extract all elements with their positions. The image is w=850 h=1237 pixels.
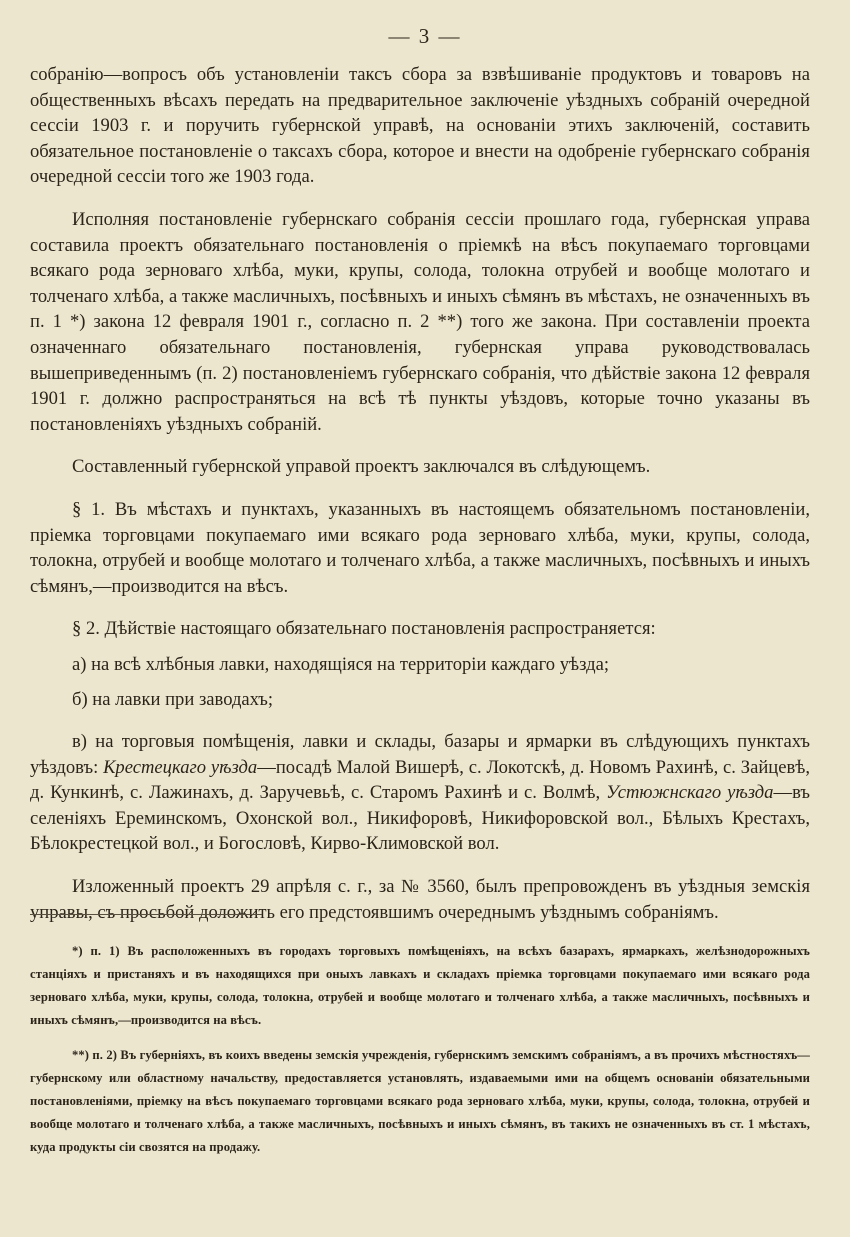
uezd-name-ustyuzhnsky: Устюжнскаго уѣзда [606, 782, 774, 804]
list-item-v-text: —посадѣ Малой Вишерѣ, с. Локотскѣ, д. Новомъ Рахинѣ, с. Зайцевѣ, д. Кункинѣ, с. Лажинахъ, д. Заручевьѣ, с. Старомъ Рахинѣ и с. Волмѣ, [30, 756, 810, 804]
paragraph: Исполняя постановленіе губернскаго собранія сессіи прошлаго года, губернская управа составила проектъ обязательнаго постановленія о пріемкѣ на вѣсъ покупаемаго торговцами всякаго рода зерноваго хлѣба, муки, крупы, солода, толокна отрубей и вообще молотаго и толченаго хлѣба, а также масличныхъ, посѣвныхъ и иныхъ сѣмянъ въ мѣстахъ, не означенныхъ въ п. 1 *) закона 12 февраля 1901 г., согласно п. 2 **) того же закона. При составленіи проекта означеннаго обязательнаго постановленія, губернская управа руководствовалась вышеприведеннымъ (п. 2) постановленіемъ губернскаго собранія, что дѣйствіе закона 12 февраля 1901 г. должно распространяться на всѣ тѣ пункты уѣздовъ, которые точно указаны въ постановленіяхъ уѣздныхъ собраній. [30, 208, 810, 435]
uezd-name-krestetsky: Крестецкаго уѣзда [103, 756, 258, 778]
list-item-a: а) на всѣ хлѣбныя лавки, находящіяся на территоріи каждаго уѣзда; [72, 653, 610, 675]
list-item-b: б) на лавки при заводахъ; [72, 689, 274, 711]
paragraph: Составленный губернской управой проектъ заключался въ слѣдующемъ. [72, 456, 651, 478]
footnote-1: *) п. 1) Въ расположенныхъ въ городахъ торговыхъ помѣщеніяхъ, на всѣхъ базарахъ, ярмаркахъ, желѣзнодорожныхъ станціяхъ и пристаняхъ и въ находящихся при оныхъ лавкахъ и складахъ пріемка торговцами покупаемаго ими всякаго рода зерноваго хлѣба, муки, крупы, солода, толокна, отрубей и вообще молотаго и толченаго хлѣба, а также масличныхъ, посѣвныхъ и иныхъ сѣмянъ,—производится на вѣсъ. [30, 944, 810, 1027]
footnote-2: **) п. 2) Въ губерніяхъ, въ коихъ введены земскія учрежденія, губернскимъ земскимъ собраніямъ, а въ прочихъ мѣстностяхъ—губернскому или областному начальству, предоставляется установлять, издаваемыми ими на общемъ основаніи обязательными постановленіями, пріемку на вѣсъ покупаемаго торговцами всякаго рода зерноваго хлѣба, муки, крупы, солода, толокна, отрубей и вообще молотаго и толченаго хлѣба, а также масличныхъ, посѣвныхъ и иныхъ сѣмянъ, въ такихъ не означенныхъ въ ст. 1 мѣстахъ, куда продукты сіи свозятся на продажу. [30, 1048, 810, 1154]
main-text [30, 62, 810, 942]
list-item-v-text: —въ селеніяхъ Ереминскомъ, Охонской вол., Никифоровѣ, Никифоровской вол., Бѣлыхъ Крестахъ, Бѣлокрестецкой вол., и Богословѣ, Кирво-Климовской вол. [30, 782, 810, 855]
section-1: § 1. Въ мѣстахъ и пунктахъ, указанныхъ въ настоящемъ обязательномъ постановленіи, пріемка торговцами покупаемаго ими всякаго рода зерноваго хлѣба, муки, крупы, солода, толокна, отрубей и вообще молотаго и толченаго хлѣба, а также масличныхъ, посѣвныхъ и иныхъ сѣмянъ,—производится на вѣсъ. [30, 498, 810, 597]
footnote-divider [30, 914, 262, 915]
list-item-v-text: в) на торговыя помѣщенія, лавки и склады, базары и ярмарки въ слѣдующихъ пунктахъ уѣздовъ: [30, 731, 810, 778]
page-number: — 3 — [388, 24, 462, 48]
paragraph: собранію—вопросъ объ установленіи таксъ сбора за взвѣшиваніе продуктовъ и товаровъ на общественныхъ вѣсахъ передать на предварительное заключеніе уѣздныхъ собраній очередной сессіи 1903 г. и поручить губернской управѣ, на основаніи этихъ заключеній, составить обязательное постановленіе о таксахъ сбора, которое и внести на одобреніе губернскаго собранія очередной сессіи того же 1903 года. [30, 64, 810, 188]
section-2: § 2. Дѣйствіе настоящаго обязательнаго постановленія распространяется: [72, 618, 656, 640]
footnotes [30, 940, 810, 1171]
list-item-v [30, 729, 810, 857]
paragraph: Изложенный проектъ 29 апрѣля с. г., за № 3560, былъ препровожденъ въ уѣздныя земскія управы, съ просьбой доложить его предстоявшимъ очереднымъ уѣзднымъ собраніямъ. [30, 876, 810, 923]
